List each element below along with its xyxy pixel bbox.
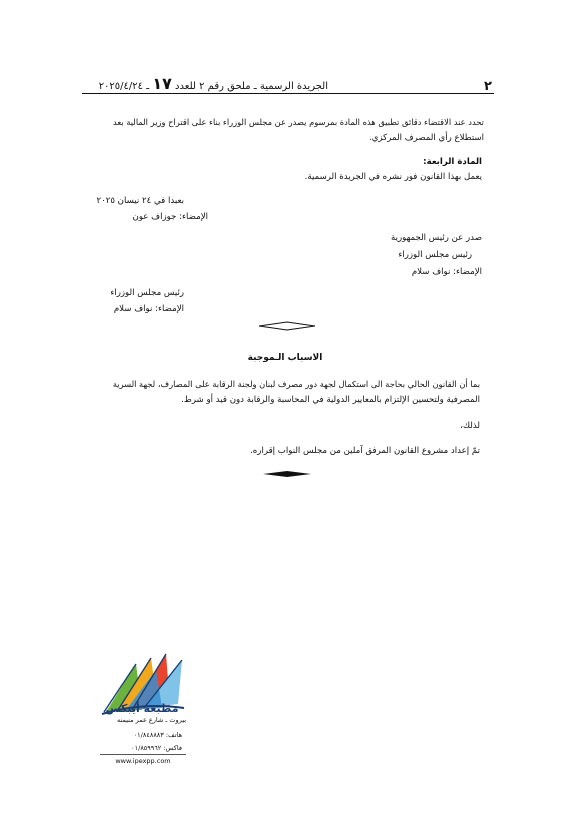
end-ornament — [263, 470, 311, 478]
president-signature: الإمضاء: جوزاف عون — [132, 212, 208, 222]
printer-name: مطبعة أيبكس — [105, 702, 179, 715]
printer-phone: هاتف: ٠١/٨٤٨٨٨٣ — [133, 731, 182, 739]
issue-number: ١٧ — [152, 74, 172, 93]
therefore-text: لذلك، — [460, 421, 480, 431]
divider-ornament — [258, 321, 316, 331]
signing-date: بعبدا في ٢٤ نيسان ٢٠٢٥ — [96, 196, 184, 206]
header-rule — [82, 93, 494, 94]
printer-rule — [100, 754, 186, 755]
printer-fax: فاكس: ٠١/٨٥٩٩٦٢ — [131, 744, 182, 752]
pm-title: رئيس مجلس الوزراء — [110, 288, 184, 298]
article-text: يعمل بهذا القانون فور نشره في الجريدة الرسمية. — [304, 172, 482, 182]
paragraph-line: استطلاع رأي المصرف المركزي. — [368, 133, 484, 143]
pm-signature: الإمضاء: نواف سلام — [113, 304, 184, 314]
issued-by: صدر عن رئيس الجمهورية — [391, 233, 482, 243]
article-heading: المادة الرابعة: — [423, 157, 482, 167]
printer-address: بيروت ـ شارع عمر منيمنه — [116, 716, 186, 724]
page-number: ٢ — [484, 79, 492, 94]
paragraph-line: تحدد عند الاقتضاء دقائق تطبيق هذه المادة بمرسوم يصدر عن مجلس الوزراء بناء على اقتراح وزير المالية بعد — [113, 117, 484, 127]
paragraph-line: المصرفية ولتحسين الإلتزام بالمعايير الدولية في المحاسبة والرقابة دون قيد أو شرط. — [181, 395, 480, 405]
issue-date: ـ ٢٠٢٥/٤/٢٤ — [98, 81, 150, 92]
conclusion-text: تمّ إعداد مشروع القانون المرفق آملين من مجلس النواب إقراره. — [250, 446, 480, 456]
section-heading: الاسباب الـموجبة — [247, 353, 323, 363]
printer-website: www.ipexpp.com — [115, 757, 171, 765]
gazette-title: الجريدة الرسمية ـ ملحق رقم ٢ للعدد — [175, 81, 328, 92]
pm-title: رئيس مجلس الوزراء — [398, 250, 472, 260]
pm-signature: الإمضاء: نواف سلام — [411, 267, 482, 277]
paragraph-line: بما أن القانون الحالي بحاجة الى استكمال لجهة دور مصرف لبنان ولجنة الرقابة على المصارف، لجهة السرية — [112, 379, 480, 389]
